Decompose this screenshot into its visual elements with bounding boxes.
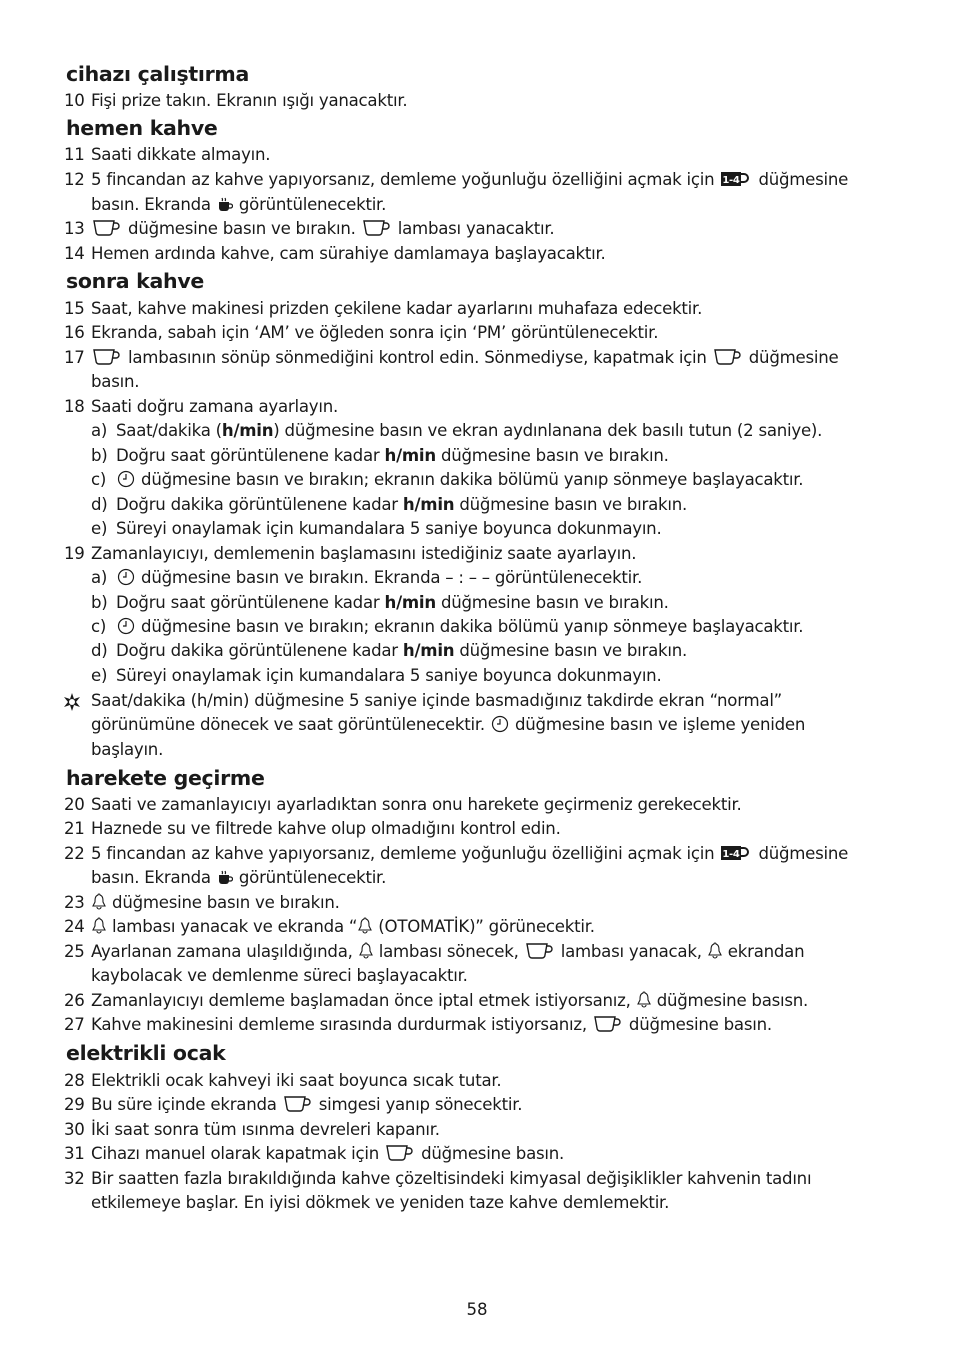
page-number: 58 bbox=[466, 1300, 488, 1319]
section-heading-cihazi-calistirma: cihazı çalıştırma bbox=[66, 62, 249, 86]
item-text: Zamanlayıcıyı, demlemenin başlamasını istediğiniz saate ayarlayın. bbox=[91, 544, 637, 563]
item-number: 25 bbox=[64, 942, 85, 961]
item-text: lambası yanacak ve ekranda “ bbox=[112, 917, 358, 936]
item-number: 26 bbox=[64, 991, 85, 1010]
section-heading-hemen-kahve: hemen kahve bbox=[66, 116, 218, 140]
sub-item-text: Süreyi onaylamak için kumandalara 5 saniye boyunca dokunmayın. bbox=[116, 519, 662, 538]
item-text: görüntülenecektir. bbox=[238, 868, 387, 887]
cup-icon bbox=[525, 942, 555, 960]
item-text: düğmesine basın. bbox=[421, 1144, 565, 1163]
item-text: görüntülenecektir. bbox=[238, 195, 387, 214]
item-number: 30 bbox=[64, 1120, 85, 1139]
sub-item-text: düğmesine basın ve bırakın; ekranın dakika bölümü yanıp sönmeye başlayacaktır. bbox=[141, 617, 804, 636]
item-text: kaybolacak ve demlenme süreci başlayacaktır. bbox=[91, 966, 468, 985]
item-text: düğmesine basısn. bbox=[656, 991, 809, 1010]
item-text: 5 fincandan az kahve yapıyorsanız, demleme yoğunluğu özelliğini açmak için bbox=[91, 844, 715, 863]
strong-brew-icon bbox=[217, 870, 233, 886]
item-number: 19 bbox=[64, 544, 85, 563]
section-heading-sonra-kahve: sonra kahve bbox=[66, 269, 204, 293]
item-number: 32 bbox=[64, 1169, 85, 1188]
item-number: 12 bbox=[64, 170, 85, 189]
sub-item-text: düğmesine basın ve bırakın; ekranın dakika bölümü yanıp sönmeye başlayacaktır. bbox=[141, 470, 804, 489]
strength-1-4-icon bbox=[720, 844, 752, 862]
item-number: 23 bbox=[64, 893, 85, 912]
item-text: ekrandan bbox=[727, 942, 805, 961]
tip-text: görünümüne dönecek ve saat görüntülenecektir. bbox=[91, 715, 485, 734]
bell-icon bbox=[92, 917, 106, 935]
cup-icon bbox=[92, 348, 122, 366]
strength-1-4-icon bbox=[720, 170, 752, 188]
item-number: 29 bbox=[64, 1095, 85, 1114]
sub-item-text: ) düğmesine basın ve ekran aydınlanana dek basılı tutun (2 saniye). bbox=[273, 421, 823, 440]
item-text: düğmesine basın ve bırakın. bbox=[128, 219, 356, 238]
item-number: 16 bbox=[64, 323, 85, 342]
item-text: Bu süre içinde ekranda bbox=[91, 1095, 277, 1114]
item-text: Bir saatten fazla bırakıldığında kahve çözeltisindeki kimyasal değişiklikler kahvenin tadını bbox=[91, 1169, 812, 1188]
sub-item-text: Süreyi onaylamak için kumandalara 5 saniye boyunca dokunmayın. bbox=[116, 666, 662, 685]
cup-icon bbox=[593, 1015, 623, 1033]
item-text: basın. Ekranda bbox=[91, 195, 211, 214]
sub-item-letter: e) bbox=[91, 666, 108, 685]
sub-item-text: düğmesine basın ve bırakın. bbox=[454, 495, 688, 514]
item-text: simgesi yanıp sönecektir. bbox=[318, 1095, 523, 1114]
tip-text: düğmesine basın ve işleme yeniden bbox=[515, 715, 806, 734]
item-text: etkilemeye başlar. En iyisi dökmek ve yeniden taze kahve demlemektir. bbox=[91, 1193, 670, 1212]
sub-item-text: Doğru saat görüntülenene kadar bbox=[116, 593, 385, 612]
hmin-label: h/min bbox=[402, 641, 455, 660]
item-text: lambası yanacak, bbox=[560, 942, 702, 961]
bell-icon bbox=[358, 917, 372, 935]
item-text: lambasının sönüp sönmediğini kontrol edin. Sönmediyse, kapatmak için bbox=[128, 348, 707, 367]
sub-item-letter: d) bbox=[91, 495, 108, 514]
item-number: 17 bbox=[64, 348, 85, 367]
svg-text:1-4: 1-4 bbox=[722, 175, 741, 186]
item-text: Saati dikkate almayın. bbox=[91, 145, 271, 164]
item-number: 13 bbox=[64, 219, 85, 238]
item-text: Cihazı manuel olarak kapatmak için bbox=[91, 1144, 380, 1163]
item-number: 10 bbox=[64, 91, 85, 110]
section-heading-harekete-gecirme: harekete geçirme bbox=[66, 766, 265, 790]
item-text: Saati doğru zamana ayarlayın. bbox=[91, 397, 338, 416]
cup-icon bbox=[385, 1144, 415, 1162]
item-text: Saati ve zamanlayıcıyı ayarladıktan sonra onu harekete geçirmeniz gerekecektir. bbox=[91, 795, 742, 814]
item-number: 11 bbox=[64, 145, 85, 164]
item-text: Elektrikli ocak kahveyi iki saat boyunca sıcak tutar. bbox=[91, 1071, 502, 1090]
item-number: 24 bbox=[64, 917, 85, 936]
item-number: 15 bbox=[64, 299, 85, 318]
item-text: Hemen ardında kahve, cam sürahiye damlamaya başlayacaktır. bbox=[91, 244, 606, 263]
bell-icon bbox=[359, 942, 373, 960]
bell-icon bbox=[92, 893, 106, 911]
sub-item-letter: b) bbox=[91, 593, 108, 612]
item-number: 28 bbox=[64, 1071, 85, 1090]
item-text: basın. Ekranda bbox=[91, 868, 211, 887]
item-text: Ekranda, sabah için ‘AM’ ve öğleden sonra için ‘PM’ görüntülenecektir. bbox=[91, 323, 659, 342]
item-text: Kahve makinesini demleme sırasında durdurmak istiyorsanız, bbox=[91, 1015, 587, 1034]
item-text: lambası sönecek, bbox=[378, 942, 519, 961]
hmin-label: h/min bbox=[384, 446, 436, 465]
item-text: düğmesine bbox=[748, 348, 839, 367]
strong-brew-icon bbox=[217, 197, 233, 213]
item-number: 18 bbox=[64, 397, 85, 416]
cup-icon bbox=[283, 1095, 313, 1113]
item-text: Saat, kahve makinesi prizden çekilene kadar ayarlarını muhafaza edecektir. bbox=[91, 299, 703, 318]
item-text: düğmesine bbox=[758, 844, 849, 863]
hmin-label: h/min bbox=[221, 421, 274, 440]
sub-item-letter: a) bbox=[91, 568, 108, 587]
sub-item-letter: a) bbox=[91, 421, 108, 440]
tip-star-icon bbox=[62, 693, 82, 716]
tip-text: Saat/dakika (h/min) düğmesine 5 saniye içinde basmadığınız takdirde ekran “normal” bbox=[91, 691, 783, 710]
hmin-label: h/min bbox=[402, 495, 455, 514]
item-number: 27 bbox=[64, 1015, 85, 1034]
clock-icon bbox=[491, 715, 509, 733]
item-text: düğmesine basın. bbox=[628, 1015, 772, 1034]
item-text: basın. bbox=[91, 372, 140, 391]
item-text: düğmesine basın ve bırakın. bbox=[112, 893, 340, 912]
item-number: 21 bbox=[64, 819, 85, 838]
bell-icon bbox=[708, 942, 722, 960]
sub-item-text: düğmesine basın ve bırakın. bbox=[454, 641, 688, 660]
svg-text:1-4: 1-4 bbox=[722, 849, 741, 860]
hmin-label: h/min bbox=[384, 593, 436, 612]
sub-item-text: Doğru dakika görüntülenene kadar bbox=[116, 495, 403, 514]
cup-icon bbox=[92, 219, 122, 237]
sub-item-letter: b) bbox=[91, 446, 108, 465]
item-number: 14 bbox=[64, 244, 85, 263]
section-heading-elektrikli-ocak: elektrikli ocak bbox=[66, 1041, 226, 1065]
sub-item-text: düğmesine basın ve bırakın. bbox=[435, 593, 669, 612]
sub-item-text: düğmesine basın ve bırakın. bbox=[435, 446, 669, 465]
sub-item-text: Doğru saat görüntülenene kadar bbox=[116, 446, 385, 465]
sub-item-letter: c) bbox=[91, 617, 107, 636]
item-text: Fişi prize takın. Ekranın ışığı yanacaktır. bbox=[91, 91, 408, 110]
sub-item-text: düğmesine basın ve bırakın. Ekranda – : – – görüntülenecektir. bbox=[141, 568, 643, 587]
sub-item-text: Saat/dakika ( bbox=[116, 421, 222, 440]
sub-item-letter: e) bbox=[91, 519, 108, 538]
bell-icon bbox=[637, 991, 651, 1009]
item-text: lambası yanacaktır. bbox=[397, 219, 555, 238]
sub-item-letter: d) bbox=[91, 641, 108, 660]
clock-icon bbox=[117, 617, 135, 635]
item-number: 31 bbox=[64, 1144, 85, 1163]
item-text: Ayarlanan zamana ulaşıldığında, bbox=[91, 942, 353, 961]
item-text: Zamanlayıcıyı demleme başlamadan önce iptal etmek istiyorsanız, bbox=[91, 991, 631, 1010]
sub-item-text: Doğru dakika görüntülenene kadar bbox=[116, 641, 403, 660]
tip-text: başlayın. bbox=[91, 740, 164, 759]
item-text: (OTOMATİK)” görünecektir. bbox=[373, 917, 595, 936]
item-number: 20 bbox=[64, 795, 85, 814]
item-number: 22 bbox=[64, 844, 85, 863]
item-text: düğmesine bbox=[758, 170, 849, 189]
item-text: Haznede su ve filtrede kahve olup olmadığını kontrol edin. bbox=[91, 819, 561, 838]
item-text: İki saat sonra tüm ısınma devreleri kapanır. bbox=[91, 1120, 440, 1139]
item-text: 5 fincandan az kahve yapıyorsanız, demleme yoğunluğu özelliğini açmak için bbox=[91, 170, 715, 189]
sub-item-letter: c) bbox=[91, 470, 107, 489]
cup-icon bbox=[713, 348, 743, 366]
clock-icon bbox=[117, 470, 135, 488]
cup-icon bbox=[362, 219, 392, 237]
clock-icon bbox=[117, 568, 135, 586]
